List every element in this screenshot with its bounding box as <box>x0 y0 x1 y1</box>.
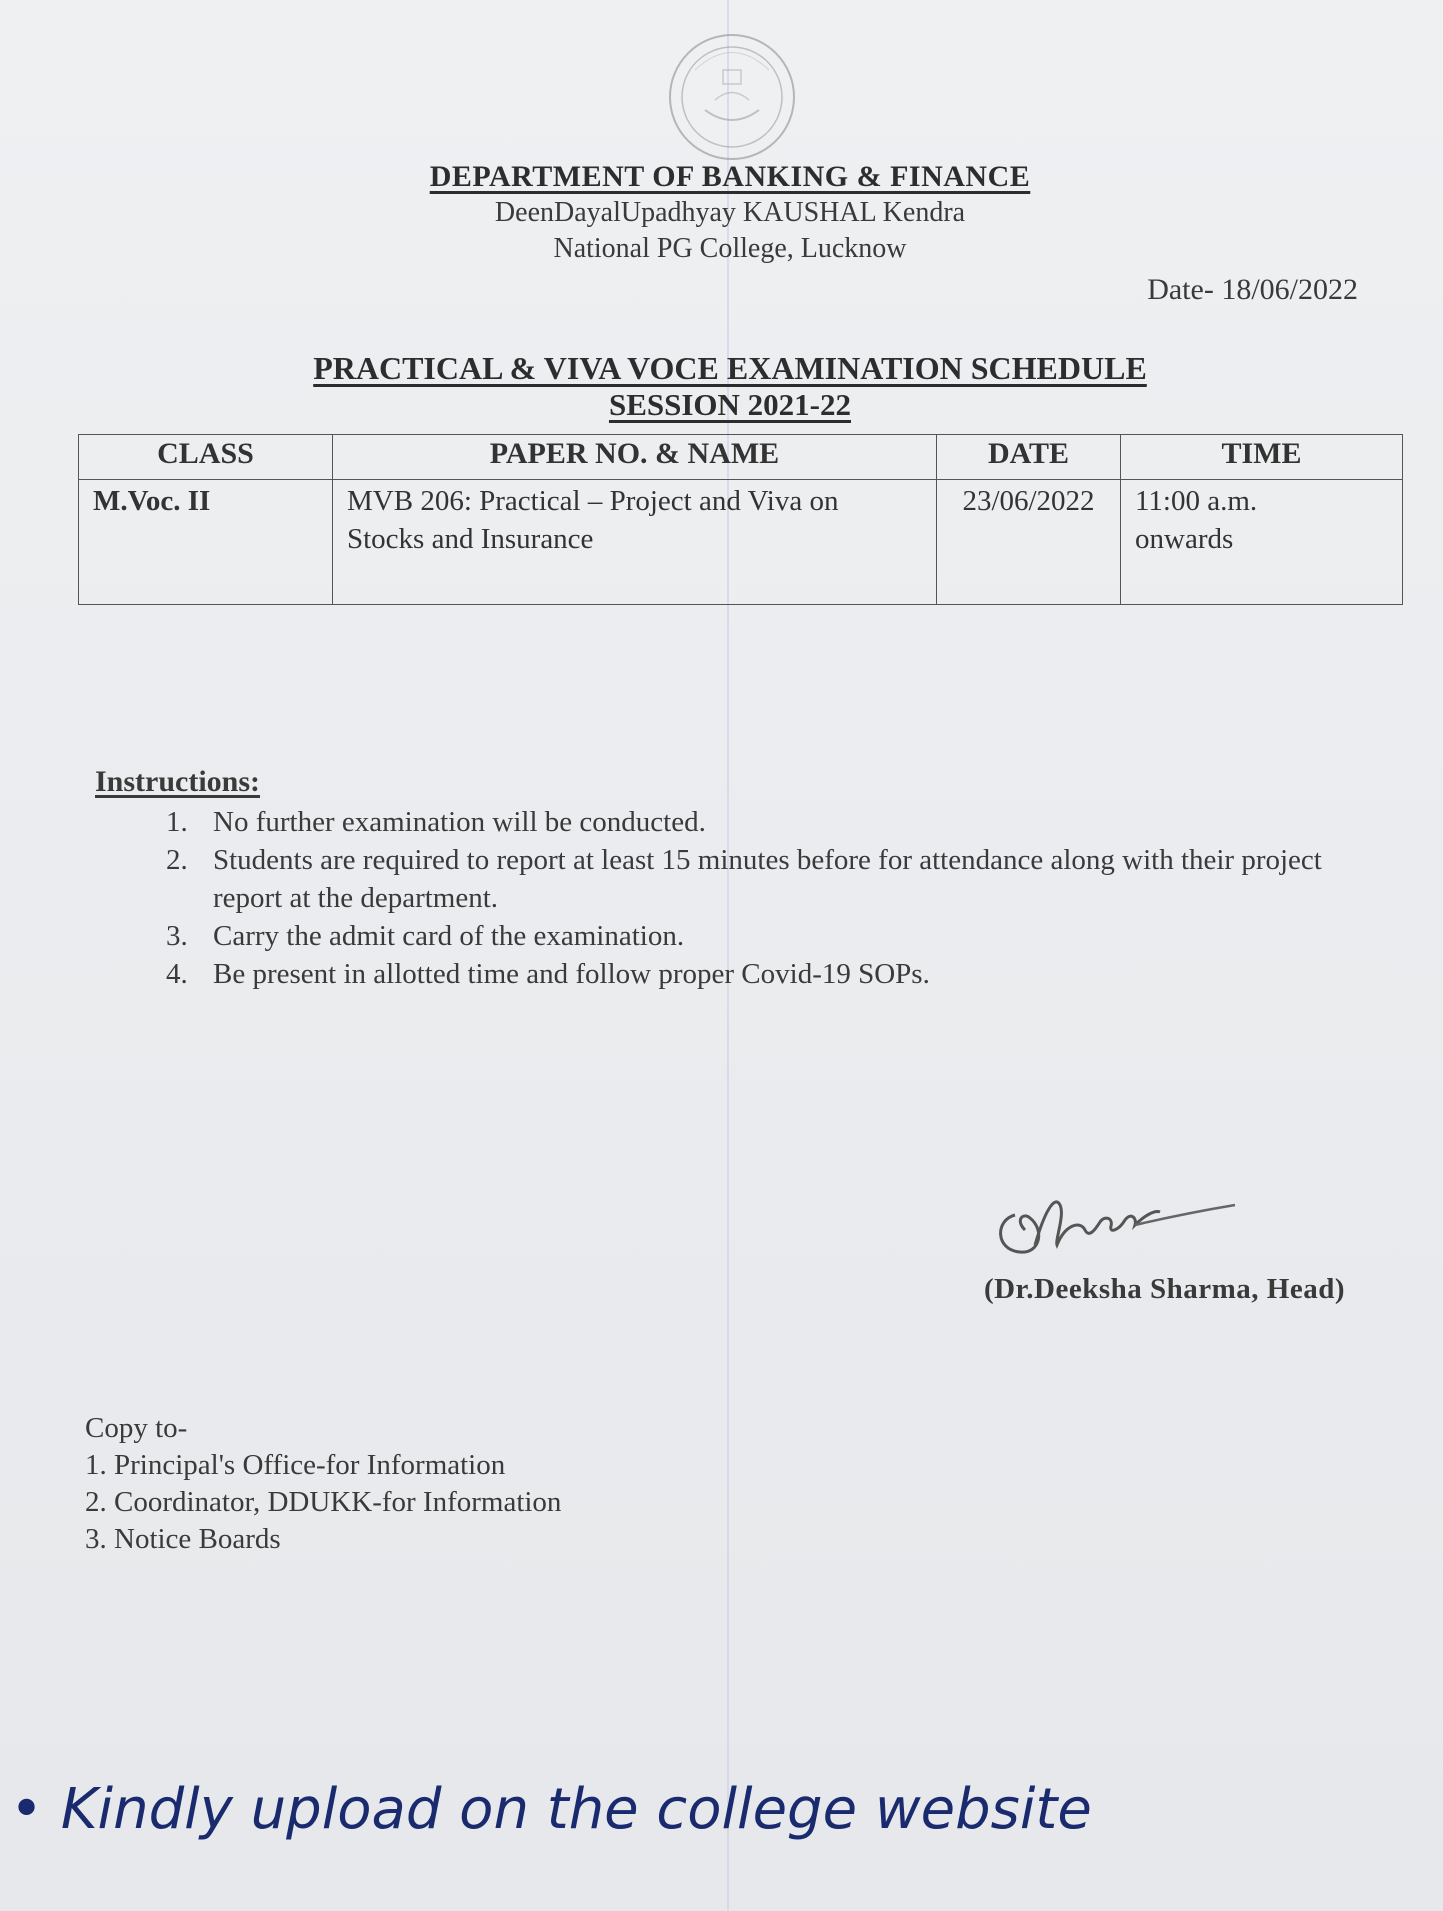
cell-class: M.Voc. II <box>79 480 333 605</box>
kendra-name: DeenDayalUpadhyay KAUSHAL Kendra <box>494 197 966 228</box>
cell-paper: MVB 206: Practical – Project and Viva on Stocks and Insurance <box>333 480 937 605</box>
instructions-list <box>95 803 1375 993</box>
signatory-name: (Dr.Deeksha Sharma, Head) <box>983 1273 1345 1305</box>
time-line-2: onwards <box>1135 523 1234 555</box>
list-item: 2. Students are required to report at least 15 minutes before for attendance along with their project report at the department. <box>195 841 1375 917</box>
session-title: SESSION 2021-22 <box>608 387 852 422</box>
college-seal-icon <box>665 30 800 165</box>
header-time: TIME <box>1121 435 1403 480</box>
college-name: National PG College, Lucknow <box>553 233 907 264</box>
handwritten-note-text: • Kindly upload on the college website <box>10 1777 1092 1842</box>
table-row <box>79 480 1403 605</box>
list-item: 4. Be present in allotted time and follow proper Covid-19 SOPs. <box>195 955 1375 993</box>
list-item: 2. Coordinator, DDUKK-for Information <box>85 1486 562 1518</box>
header-date: DATE <box>937 435 1121 480</box>
copy-to-heading: Copy to- <box>85 1412 188 1444</box>
copy-to-section <box>85 1410 561 1558</box>
cell-time <box>1121 480 1403 605</box>
time-line-1: 11:00 a.m. <box>1135 485 1258 517</box>
document-date: Date- 18/06/2022 <box>1147 273 1358 306</box>
list-item: 1. Principal's Office-for Information <box>85 1449 506 1481</box>
copy-to-list <box>85 1447 561 1558</box>
handwritten-note <box>5 1768 1205 1878</box>
list-item: 1. No further examination will be conducted. <box>195 803 1375 841</box>
list-item: 3. Notice Boards <box>85 1523 281 1555</box>
schedule-title: PRACTICAL & VIVA VOCE EXAMINATION SCHEDULE <box>313 350 1147 386</box>
table-header-row <box>79 435 1403 480</box>
schedule-table <box>78 434 1403 605</box>
handwritten-signature <box>985 1170 1245 1265</box>
instructions-section <box>95 765 1375 993</box>
list-item: 3. Carry the admit card of the examination. <box>195 917 1375 955</box>
department-name: DEPARTMENT OF BANKING & FINANCE <box>429 160 1031 193</box>
cell-date: 23/06/2022 <box>937 480 1121 605</box>
header-class: CLASS <box>79 435 333 480</box>
instructions-heading: Instructions: <box>95 765 261 798</box>
header-paper: PAPER NO. & NAME <box>333 435 937 480</box>
